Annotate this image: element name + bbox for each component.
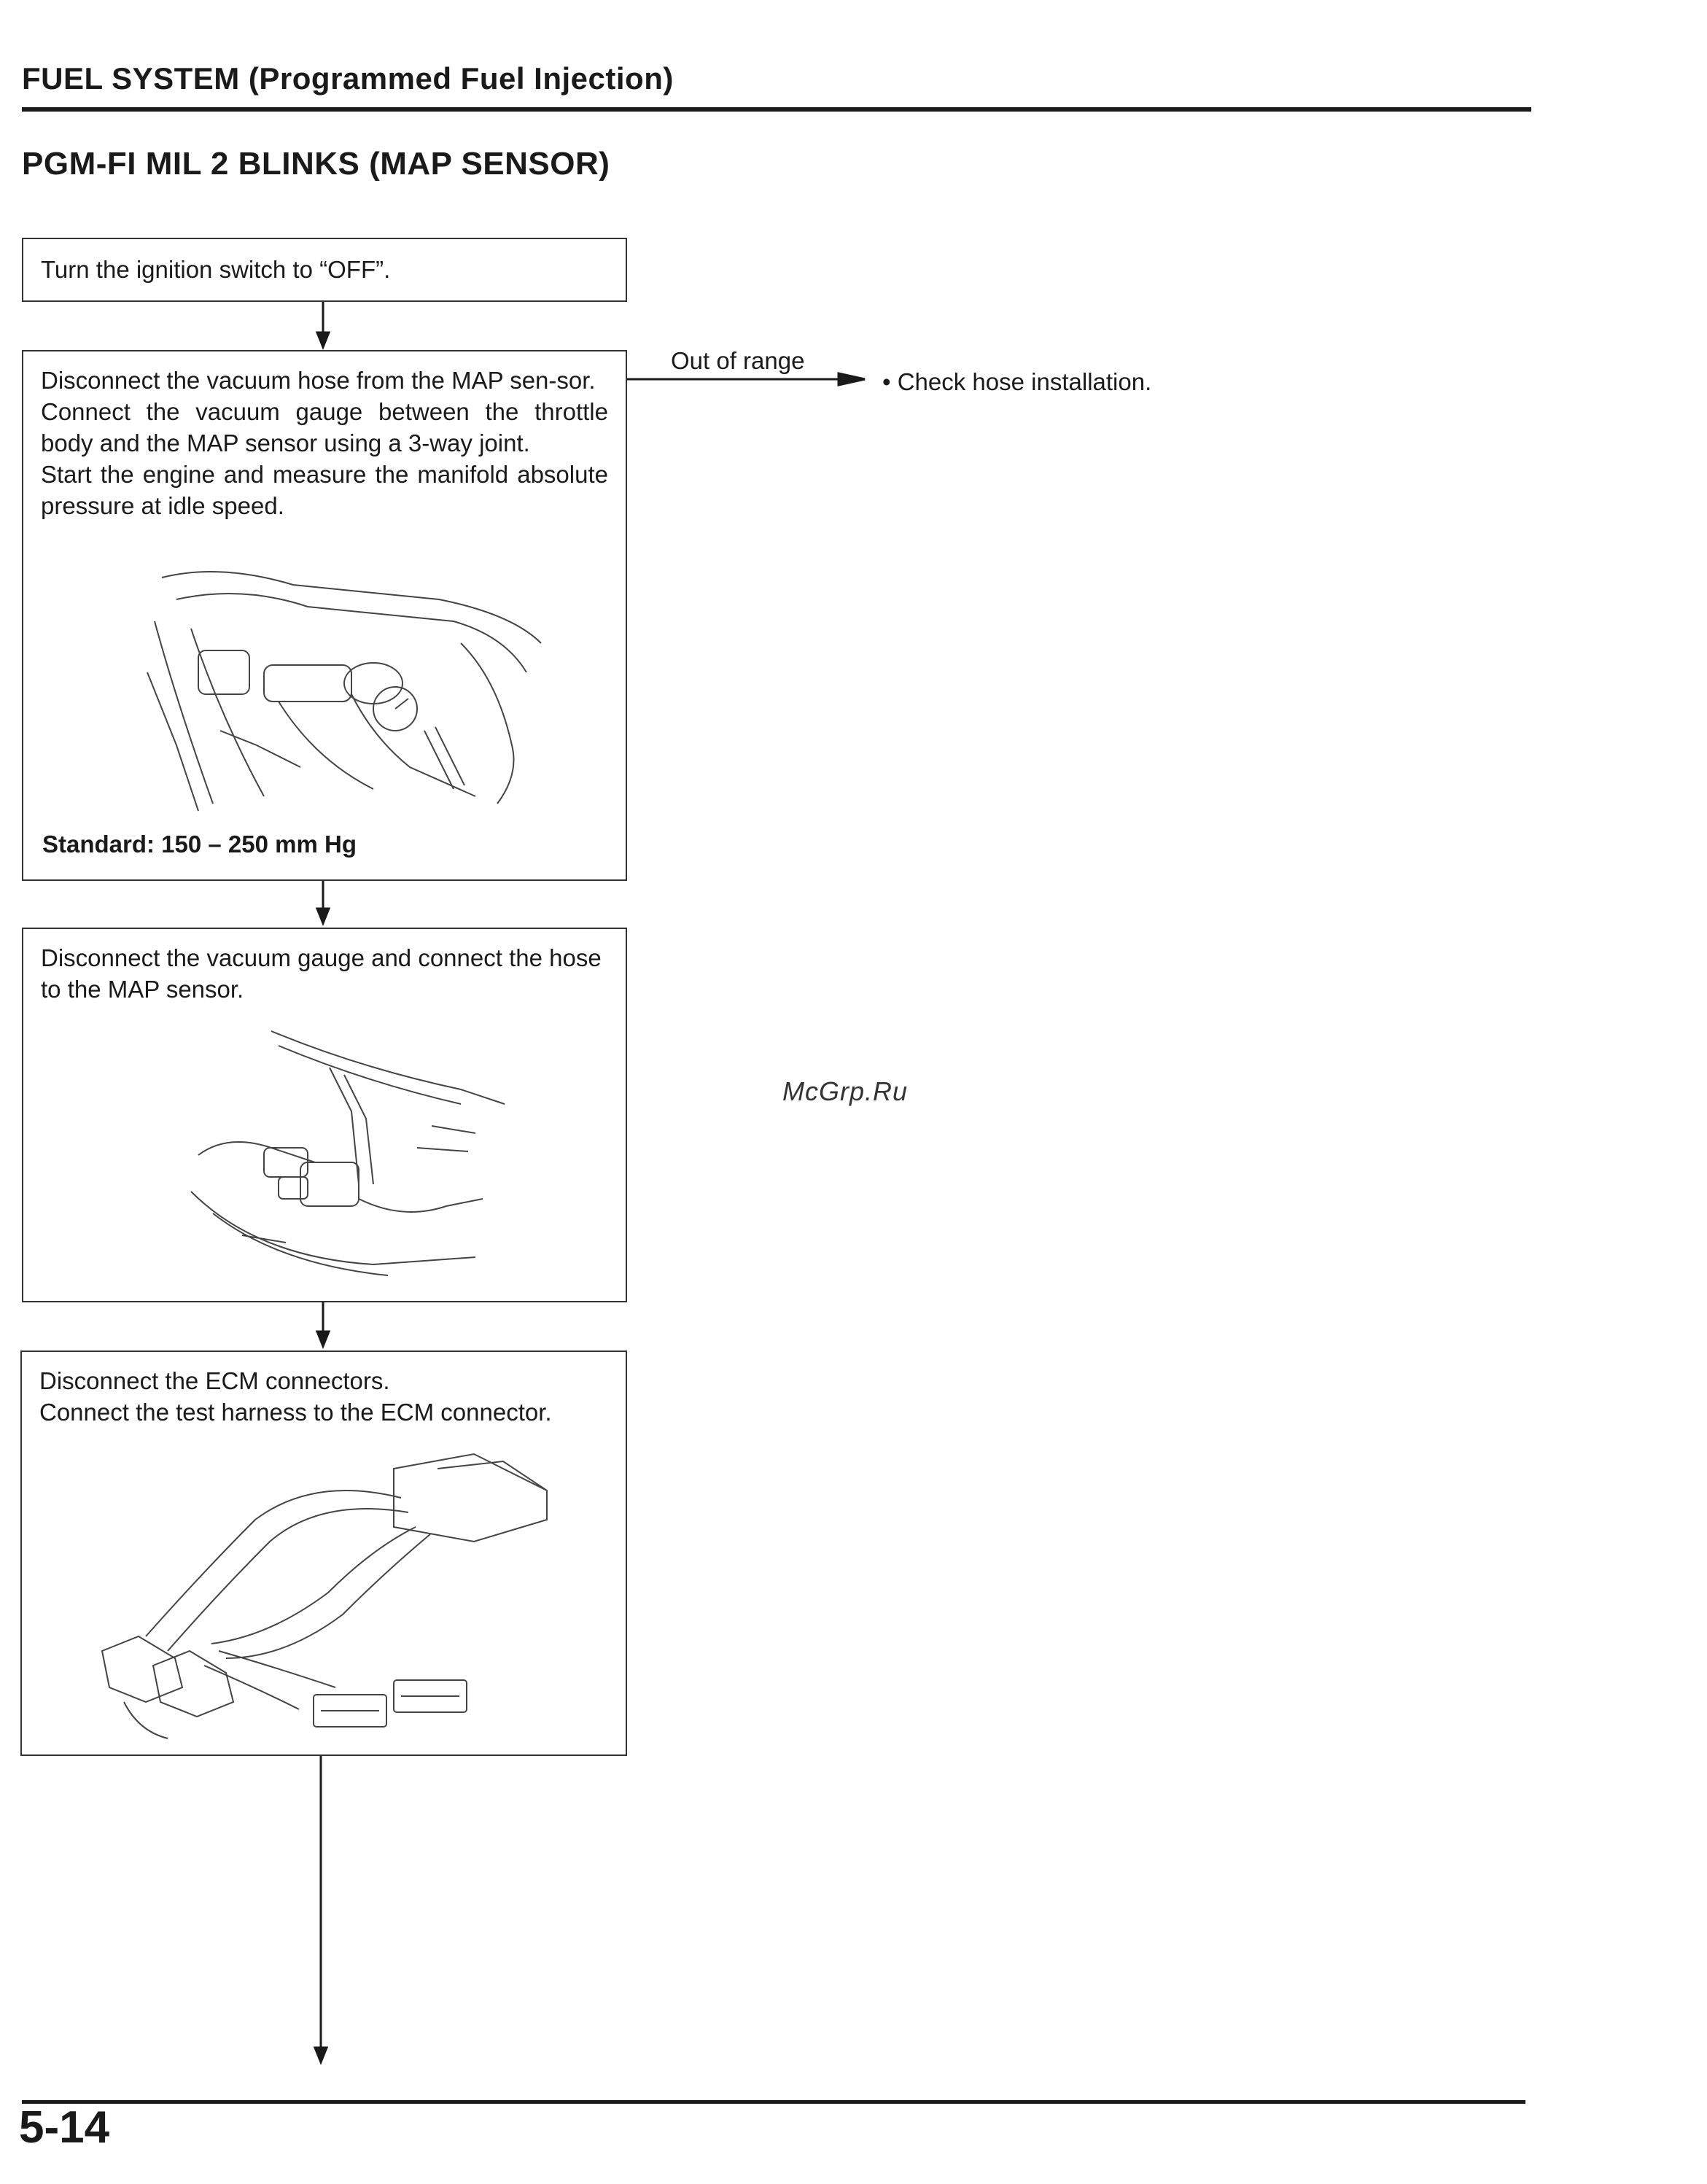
- step-4-box: [20, 1351, 627, 1756]
- step-4-text: Disconnect the ECM connectors.: [39, 1367, 390, 1394]
- footer-rule: [22, 2100, 1525, 2104]
- step-2-box: [22, 350, 627, 881]
- vacuum-gauge-illustration: [133, 556, 541, 818]
- test-harness-illustration: [95, 1447, 576, 1738]
- step-3-box: [22, 928, 627, 1302]
- map-sensor-illustration: [169, 1024, 505, 1286]
- step-3-text: Disconnect the vacuum gauge and connect the hose to the MAP sensor.: [41, 944, 602, 1003]
- step-2-text-3: Start the engine and measure the manifold absolute pressure at idle speed.: [41, 461, 608, 519]
- step-2-text: Disconnect the vacuum hose from the MAP sen-sor.: [41, 367, 596, 394]
- step-2-text-2: Connect the vacuum gauge between the throttle body and the MAP sensor using a 3-way joint.: [41, 398, 608, 456]
- step-1-text: Turn the ignition switch to “OFF”.: [41, 256, 391, 283]
- branch-label: Out of range: [671, 347, 805, 374]
- header-title: FUEL SYSTEM (Programmed Fuel Injection): [22, 61, 674, 96]
- branch-result: • Check hose installation.: [882, 368, 1152, 395]
- step-1-box: [22, 238, 627, 302]
- watermark: McGrp.Ru: [782, 1076, 909, 1106]
- section-title: PGM-FI MIL 2 BLINKS (MAP SENSOR): [22, 146, 610, 182]
- step-4-text-2: Connect the test harness to the ECM connector.: [39, 1399, 552, 1426]
- page-number: 5-14: [19, 2102, 110, 2153]
- step-2-standard: Standard: 150 – 250 mm Hg: [42, 831, 357, 858]
